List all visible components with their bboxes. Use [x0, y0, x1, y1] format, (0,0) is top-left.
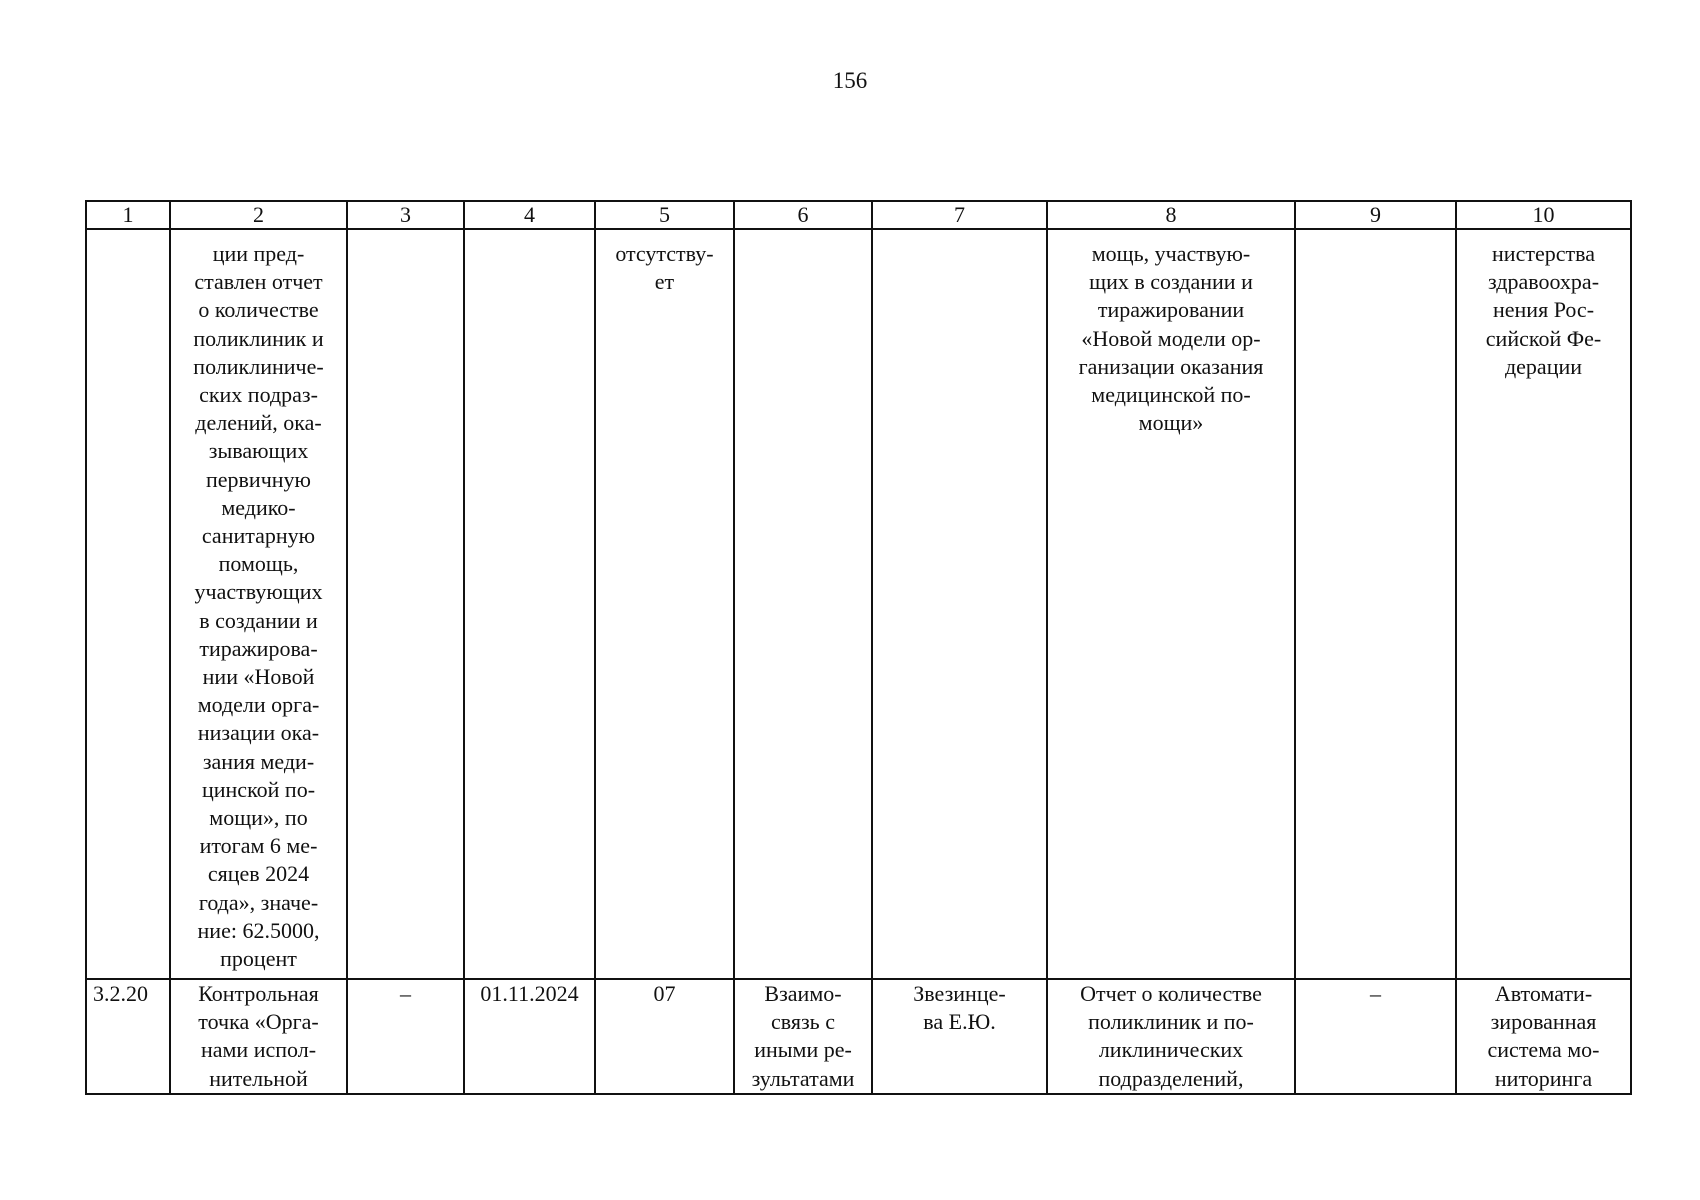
cell-info-system: нистерства здравоохра- нения Рос- сийской Фе- дерации [1456, 229, 1631, 979]
cell-info-system: Автомати- зированная система мо- ниторинга [1456, 979, 1631, 1094]
column-number-3: 3 [347, 201, 464, 229]
cell-type [734, 229, 872, 979]
plan-table [85, 200, 1632, 1095]
column-number-5: 5 [595, 201, 734, 229]
table-row-continuation [86, 229, 1631, 979]
column-number-1: 1 [86, 201, 170, 229]
cell-type: Взаимо- связь с иными ре- зультатами [734, 979, 872, 1094]
cell-col9 [1295, 229, 1456, 979]
cell-responsible: Звезинце- ва Е.Ю. [872, 979, 1047, 1094]
cell-deadline: 01.11.2024 [464, 979, 595, 1094]
column-number-2: 2 [170, 201, 347, 229]
cell-number: 3.2.20 [86, 979, 170, 1094]
cell-col9: – [1295, 979, 1456, 1094]
column-number-4: 4 [464, 201, 595, 229]
cell-result-name: Контрольная точка «Орга- нами испол- нительной [170, 979, 347, 1094]
cell-level: 07 [595, 979, 734, 1094]
cell-deadline [464, 229, 595, 979]
column-number-9: 9 [1295, 201, 1456, 229]
column-number-10: 10 [1456, 201, 1631, 229]
column-number-8: 8 [1047, 201, 1295, 229]
cell-number [86, 229, 170, 979]
cell-responsible [872, 229, 1047, 979]
cell-level: отсутству- ет [595, 229, 734, 979]
page-number: 156 [832, 68, 868, 93]
cell-result-name: ции пред- ставлен отчет о количестве поликлиник и поликлиниче- ских подраз- делений, ока- зывающих первичную медико- санитарную помощь, участвующих в создании и тиражирова- нии «Новой модели орга- низации ока- зания меди- цинской по- мощи», по итогам 6 ме- сяцев 2024 года», значе- ние: 62.5000, процент [170, 229, 347, 979]
cell-base-date: – [347, 979, 464, 1094]
table-row-3-2-20 [86, 979, 1631, 1094]
cell-document: мощь, участвую- щих в создании и тиражировании «Новой модели ор- ганизации оказания медицинской по- мощи» [1047, 229, 1295, 979]
column-number-7: 7 [872, 201, 1047, 229]
column-number-row [86, 201, 1631, 229]
column-number-6: 6 [734, 201, 872, 229]
cell-base-date [347, 229, 464, 979]
cell-document: Отчет о количестве поликлиник и по- ликлинических подразделений, [1047, 979, 1295, 1094]
